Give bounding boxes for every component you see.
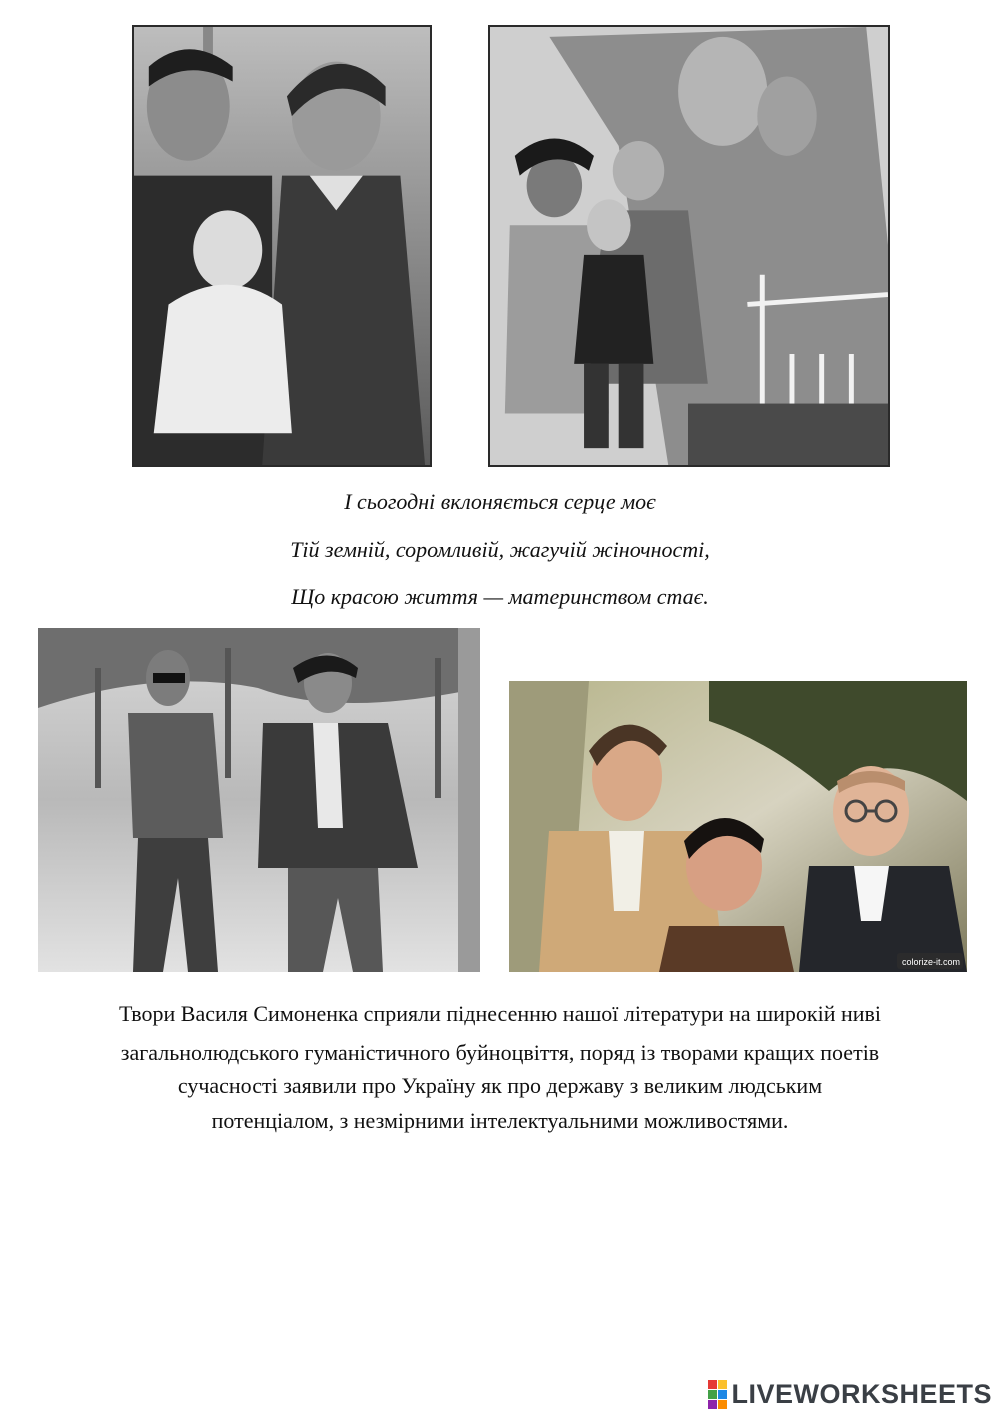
paragraph-line-1: Твори Василя Симоненка сприяли піднесенню нашої літератури на широкій ниві <box>118 1001 882 1026</box>
monument-photo <box>488 25 890 467</box>
paragraph-line-2: загальнолюдського гуманістичного буйноцвіття, поряд із творами кращих поетів <box>120 1040 880 1065</box>
logo-block <box>718 1390 727 1399</box>
poem-line-3: Що красою життя — материнством стає. <box>291 584 709 609</box>
three-men-photo <box>509 681 967 972</box>
paragraph-line-3: сучасності заявили про Україну як про державу з великим людським <box>177 1073 823 1098</box>
logo-block <box>708 1380 717 1389</box>
logo-block <box>718 1380 727 1389</box>
logo-block <box>708 1400 717 1409</box>
paragraph-line-4: потенціалом, з незмірними інтелектуальними можливостями. <box>211 1108 789 1133</box>
liveworksheets-logo-icon <box>708 1380 727 1409</box>
logo-block <box>708 1390 717 1399</box>
colorize-credit: colorize-it.com <box>902 957 961 967</box>
watermark-text: LIVEWORKSHEETS <box>731 1378 992 1409</box>
logo-block <box>718 1400 727 1409</box>
poem-line-2: Тій земній, соромливій, жагучій жіночності, <box>290 537 710 562</box>
liveworksheets-watermark[interactable] <box>708 1378 992 1410</box>
family-photo <box>132 25 432 467</box>
walking-men-photo <box>38 628 480 972</box>
poem-line-1: І сьогодні вклоняється серце моє <box>344 489 656 514</box>
